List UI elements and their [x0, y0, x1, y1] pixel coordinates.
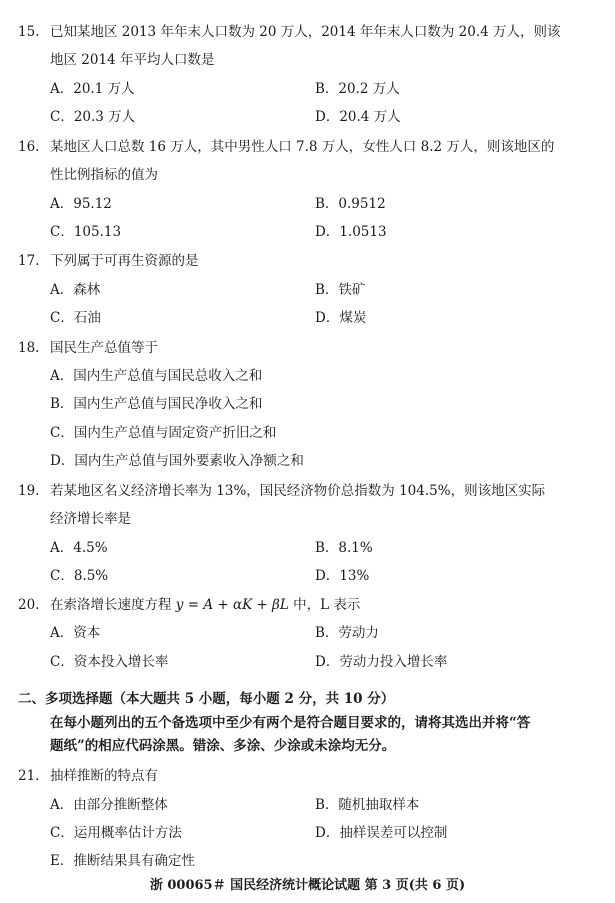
page-footer: 浙 00065＃ 国民经济统计概论试题 第 3 页(共 6 页) — [149, 878, 466, 893]
option-d: D．20.4 万人 — [315, 109, 401, 125]
question-text-after: 中，L 表示 — [288, 597, 361, 613]
option-e: E．推断结果具有确定性 — [50, 853, 195, 869]
question-text-before: 在索洛增长速度方程 — [50, 597, 176, 613]
question-number: 19. — [18, 483, 40, 499]
option-a: A．资本 — [50, 625, 101, 641]
question-text: 国民生产总值等于 — [50, 340, 158, 356]
option-a: A．森林 — [50, 282, 101, 298]
option-a: A．4.5% — [50, 540, 108, 556]
question-number: 20. — [18, 597, 40, 613]
option-d: D．1.0513 — [315, 224, 387, 240]
question-text: 抽样推断的特点有 — [50, 768, 158, 784]
section-instructions: 在每小题列出的五个备选项中至少有两个是符合题目要求的，请将其选出并将“答 — [50, 715, 531, 731]
option-c: C．8.5% — [50, 568, 109, 584]
option-b: B．随机抽取样本 — [315, 797, 420, 813]
question-number: 17. — [18, 253, 40, 269]
option-b: B．8.1% — [315, 540, 373, 556]
option-c: C．资本投入增长率 — [50, 654, 169, 670]
question-text: 经济增长率是 — [50, 511, 131, 527]
option-c: C．石油 — [50, 310, 101, 326]
question-number: 18. — [18, 340, 40, 356]
question-text: 下列属于可再生资源的是 — [50, 253, 199, 269]
section-instructions: 题纸”的相应代码涂黑。错涂、多涂、少涂或未涂均无分。 — [50, 738, 396, 754]
question-text: 已知某地区 2013 年年末人口数为 20 万人，2014 年年末人口数为 20.4 万人，则该 — [50, 24, 561, 40]
option-a: A．95.12 — [50, 196, 112, 212]
option-d: D．抽样误差可以控制 — [315, 825, 448, 841]
section-heading: 二、多项选择题（本大题共 5 小题，每小题 2 分，共 10 分） — [18, 691, 395, 707]
question-number: 15. — [18, 24, 40, 40]
question-number: 21. — [18, 768, 40, 784]
option-b: B．国内生产总值与国民净收入之和 — [50, 396, 263, 412]
option-b: B．20.2 万人 — [315, 81, 400, 97]
question-number: 16. — [18, 139, 40, 155]
option-b: B．劳动力 — [315, 625, 379, 641]
option-c: C．105.13 — [50, 224, 122, 240]
question-text: 性比例指标的值为 — [50, 167, 158, 183]
option-c: C．国内生产总值与固定资产折旧之和 — [50, 425, 277, 441]
question-text — [50, 596, 360, 614]
question-text: 某地区人口总数 16 万人，其中男性人口 7.8 万人，女性人口 8.2 万人，则该地区的 — [50, 139, 555, 155]
option-c: C．20.3 万人 — [50, 109, 136, 125]
question-text: 地区 2014 年平均人口数是 — [50, 52, 215, 68]
option-d: D．煤炭 — [315, 310, 367, 326]
solow-formula: y = A + αK + βL — [175, 597, 289, 613]
option-a: A．20.1 万人 — [50, 81, 135, 97]
option-d: D．国内生产总值与国外要素收入净额之和 — [50, 453, 304, 469]
question-text: 若某地区名义经济增长率为 13%，国民经济物价总指数为 104.5%，则该地区实际 — [50, 483, 546, 499]
option-b: B．0.9512 — [315, 196, 386, 212]
option-d: D．劳动力投入增长率 — [315, 654, 448, 670]
option-b: B．铁矿 — [315, 282, 366, 298]
option-d: D．13% — [315, 568, 370, 584]
option-a: A．国内生产总值与国民总收入之和 — [50, 368, 263, 384]
option-a: A．由部分推断整体 — [50, 797, 168, 813]
option-c: C．运用概率估计方法 — [50, 825, 182, 841]
